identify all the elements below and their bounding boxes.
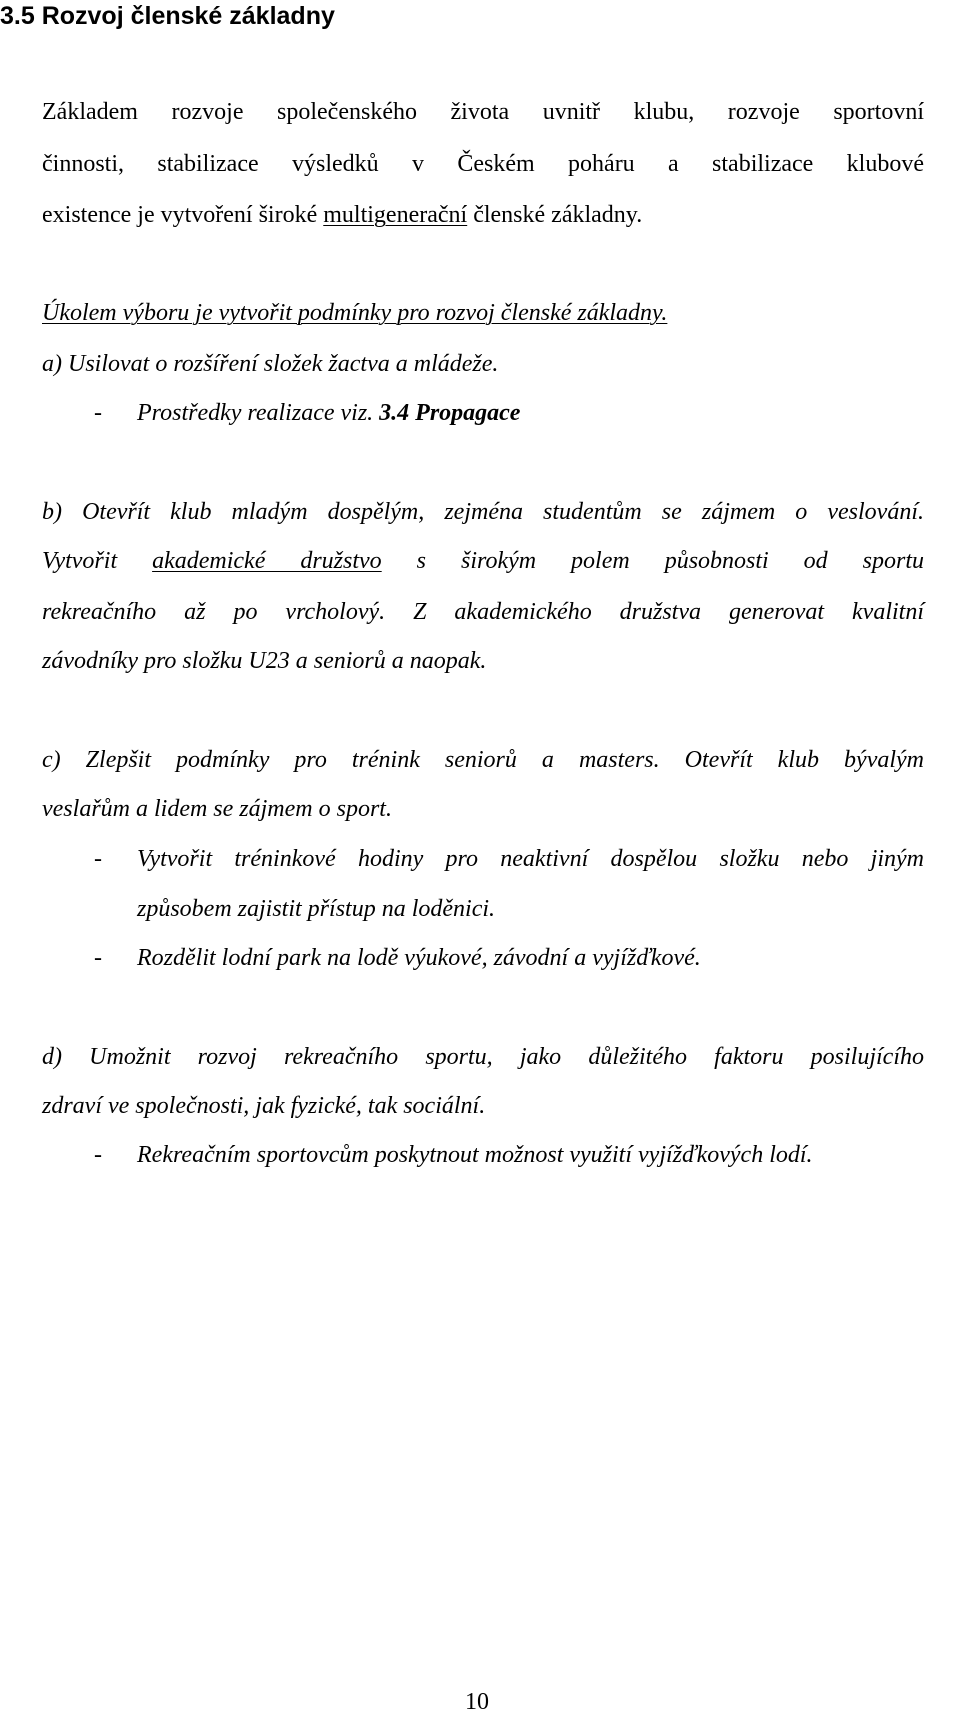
intro-line-3-post: členské základny. [467, 202, 643, 228]
page-number: 10 [465, 1689, 489, 1715]
item-c-bullet-1-line-2: způsobem zajistit přístup na loděnici. [137, 896, 496, 922]
item-d-line-2: zdraví ve společnosti, jak fyzické, tak sociální. [42, 1093, 486, 1119]
academic-team-term: akademické družstvo [152, 548, 382, 574]
item-b-line-2-pre: Vytvořit [42, 548, 153, 574]
item-d-bullet-dash: - [94, 1142, 102, 1168]
intro-line-3-pre: existence je vytvoření široké [42, 202, 324, 228]
item-c-line-2: veslařům a lidem se zájmem o sport. [42, 796, 392, 822]
item-c-bullet-1-dash: - [94, 846, 102, 872]
item-c-bullet-1-line-1: Vytvořit tréninkové hodiny pro neaktivní dospělou složku nebo jiným [137, 846, 924, 872]
item-c-line-1: c) Zlepšit podmínky pro trénink seniorů a masters. Otevřít klub bývalým [42, 747, 924, 773]
item-b-line-3: rekreačního až po vrcholový. Z akademického družstva generovat kvalitní [42, 599, 924, 625]
item-d-line-1: d) Umožnit rozvoj rekreačního sportu, jako důležitého faktoru posilujícího [42, 1044, 924, 1070]
item-a: a) Usilovat o rozšíření složek žactva a mládeže. [42, 351, 499, 377]
multigenerational-term: multigenerační [323, 202, 468, 228]
item-b-line-2-post: s širokým polem působnosti od sportu [381, 548, 925, 574]
item-b-line-2 [42, 549, 924, 573]
intro-line-2: činnosti, stabilizace výsledků v Českém poháru a stabilizace klubové [42, 151, 924, 177]
item-d-bullet: Rekreačním sportovcům poskytnout možnost využití vyjížďkových lodí. [137, 1142, 813, 1168]
section-title: 3.5 Rozvoj členské základny [0, 2, 335, 30]
item-b-line-1: b) Otevřít klub mladým dospělým, zejména studentům se zájmem o veslování. [42, 499, 924, 525]
item-a-bullet-dash: - [94, 400, 102, 426]
item-b-line-4: závodníky pro složku U23 a seniorů a naopak. [42, 648, 487, 674]
task-heading: Úkolem výboru je vytvořit podmínky pro rozvoj členské základny. [42, 300, 668, 326]
item-c-bullet-2-dash: - [94, 945, 102, 971]
intro-line-3 [42, 203, 642, 227]
item-a-bullet [137, 401, 520, 425]
intro-line-1: Základem rozvoje společenského života uvnitř klubu, rozvoje sportovní [42, 99, 924, 125]
propagace-reference: 3.4 Propagace [379, 400, 521, 426]
item-a-bullet-text: Prostředky realizace viz. [137, 400, 380, 426]
item-c-bullet-2: Rozdělit lodní park na lodě výukové, závodní a vyjížďkové. [137, 945, 701, 971]
